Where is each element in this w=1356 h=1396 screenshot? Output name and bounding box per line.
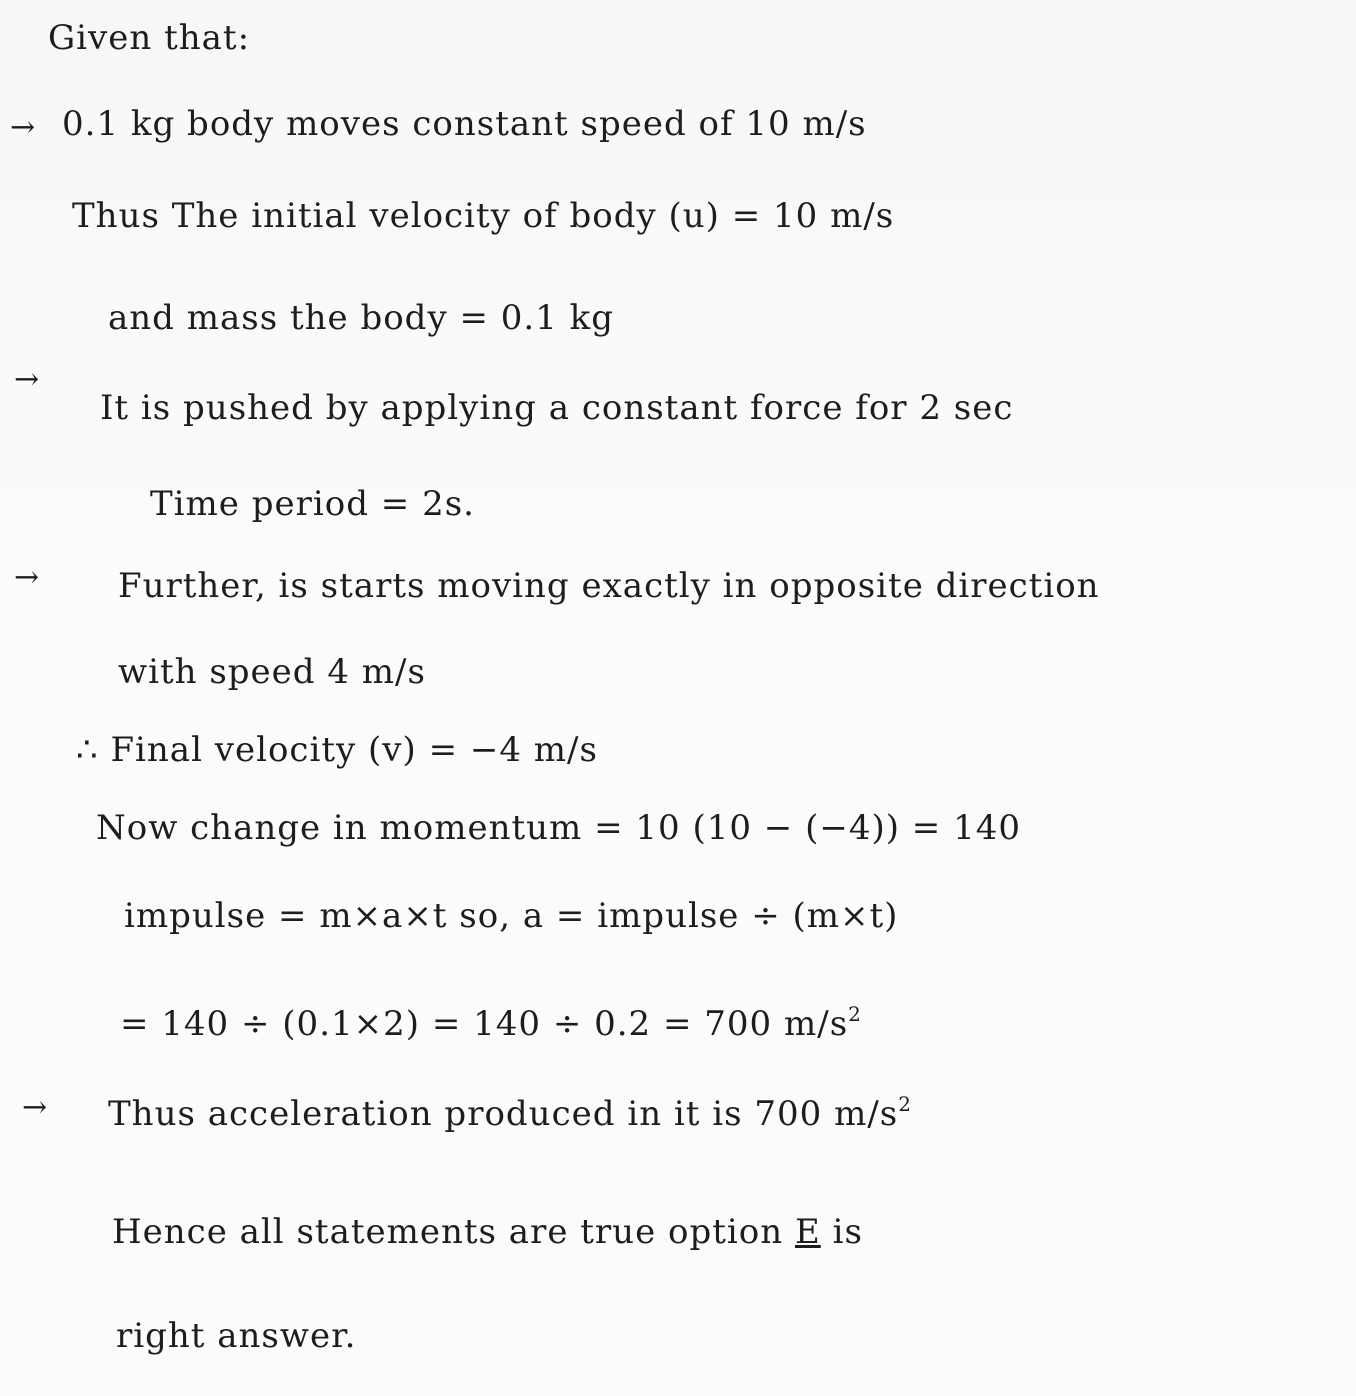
line-13-text: Hence all statements are true option <box>112 1212 795 1252</box>
line-10: impulse = m×a×t so, a = impulse ÷ (m×t) <box>124 896 899 936</box>
bullet-arrow-icon: → <box>22 1090 48 1125</box>
line-14: right answer. <box>116 1316 357 1356</box>
line-12 <box>108 1094 912 1138</box>
line-8: ∴ Final velocity (v) = −4 m/s <box>76 730 598 770</box>
line-3: and mass the body = 0.1 kg <box>108 298 615 338</box>
line-11-text: = 140 ÷ (0.1×2) = 140 ÷ 0.2 = 700 m/s <box>120 1004 849 1044</box>
line-13-suffix: is <box>820 1212 863 1252</box>
line-11-exponent: 2 <box>848 1002 862 1026</box>
line-11 <box>120 1004 862 1048</box>
line-9: Now change in momentum = 10 (10 − (−4)) = 140 <box>96 808 1021 848</box>
line-7: with speed 4 m/s <box>118 652 426 692</box>
bullet-arrow-icon: → <box>14 362 40 397</box>
line-12-exponent: 2 <box>898 1092 912 1116</box>
line-4: It is pushed by applying a constant force for 2 sec <box>100 388 1014 428</box>
bullet-arrow-icon: → <box>14 560 40 595</box>
line-13 <box>112 1212 863 1252</box>
line-12-text: Thus acceleration produced in it is 700 m/s <box>108 1094 899 1134</box>
bullet-arrow-icon: → <box>10 110 36 145</box>
line-6: Further, is starts moving exactly in opposite direction <box>118 566 1100 606</box>
answer-option: E <box>794 1212 821 1252</box>
line-2: Thus The initial velocity of body (u) = 10 m/s <box>72 196 895 236</box>
line-5: Time period = 2s. <box>150 484 475 524</box>
given-heading: Given that: <box>48 18 251 58</box>
line-1: 0.1 kg body moves constant speed of 10 m/s <box>62 104 867 144</box>
